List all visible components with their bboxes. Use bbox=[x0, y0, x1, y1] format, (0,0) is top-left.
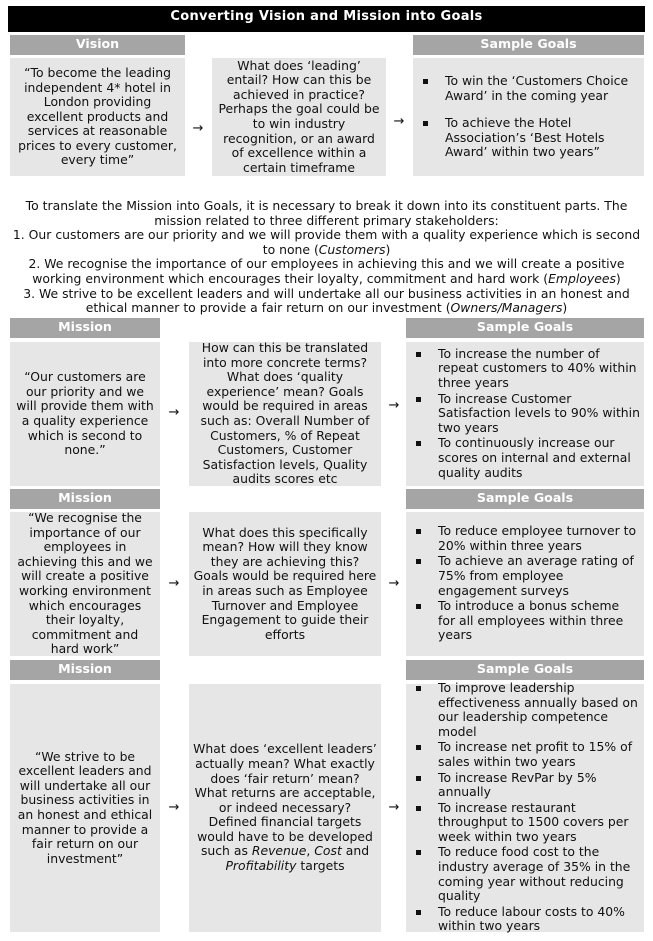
mission-1-statement bbox=[10, 342, 160, 486]
mission-2-goals-list bbox=[414, 524, 640, 644]
intro-point-3: 3. We strive to be excellent leaders and will undertake all our business activities in an honest and ethical manner to provide a fair return on our investment (Owners/Managers) bbox=[23, 285, 630, 316]
mission-1-question bbox=[189, 342, 381, 486]
mission-2-question-text: What does this specifically mean? How will they know they are achieving this? Goals would be required here in areas such as Employee Turnover and Employee Engagement to guide their efforts bbox=[193, 524, 377, 642]
arrow-icon: → bbox=[192, 121, 204, 136]
goal-item: To reduce labour costs to 40% within two years bbox=[414, 905, 640, 934]
intro-text bbox=[8, 199, 645, 316]
goal-item: To reduce food cost to the industry average of 35% in the coming year without reducing quality bbox=[414, 845, 640, 903]
mission-1-goals bbox=[406, 342, 644, 486]
arrow-icon: → bbox=[168, 576, 180, 591]
mission-3-statement-text: “We strive to be excellent leaders and will undertake all our business activities in an honest and ethical manner to provide a fair return on our investment” bbox=[17, 748, 153, 866]
goal-item: To increase net profit to 15% of sales within two years bbox=[414, 740, 640, 769]
vision-statement-text: “To become the leading independent 4* hotel in London providing excellent products and services at reasonable prices to every customer, every time” bbox=[18, 64, 177, 168]
arrow-icon: → bbox=[168, 800, 180, 815]
mission-2-statement-text: “We recognise the importance of our employees in achieving this and we will create a positive working environment which encourages their loyalty, commitment and hard work” bbox=[17, 510, 153, 657]
mission-3-goals bbox=[406, 679, 644, 934]
vision-question bbox=[212, 58, 386, 176]
goal-item: To win the ‘Customers Choice Award’ in the coming year bbox=[421, 74, 640, 103]
mission-2-goals bbox=[406, 512, 644, 656]
page-title: Converting Vision and Mission into Goals bbox=[8, 6, 645, 32]
goal-item: To increase RevPar by 5% annually bbox=[414, 771, 640, 800]
intro-point-1: 1. Our customers are our priority and we will provide them with a quality experience which is second to none (Customers) bbox=[12, 227, 641, 257]
vision-statement bbox=[10, 58, 185, 176]
goal-item: To achieve the Hotel Association’s ‘Best Hotels Award’ within two years” bbox=[421, 116, 640, 160]
vision-question-text: What does ‘leading’ entail? How can this be achieved in practice? Perhaps the goal could be to win industry recognition, or an award of excellence within a certain timeframe bbox=[218, 57, 380, 175]
arrow-icon: → bbox=[393, 114, 405, 129]
mission-2-statement bbox=[10, 512, 160, 656]
mission-2-question bbox=[189, 512, 381, 656]
mission-1-goals-header: Sample Goals bbox=[406, 318, 644, 338]
arrow-icon: → bbox=[168, 405, 180, 420]
vision-header: Vision bbox=[10, 35, 185, 55]
goal-item: To introduce a bonus scheme for all employees within three years bbox=[414, 599, 640, 643]
mission-1-header: Mission bbox=[10, 318, 160, 338]
vision-goals-header: Sample Goals bbox=[413, 35, 644, 55]
mission-3-question bbox=[189, 684, 381, 932]
mission-1-statement-text: “Our customers are our priority and we will provide them with a quality experience which is second to none.” bbox=[16, 369, 154, 458]
mission-2-header: Mission bbox=[10, 489, 160, 509]
goal-item: To continuously increase our scores on internal and external quality audits bbox=[414, 436, 640, 480]
goal-item: To achieve an average rating of 75% from employee engagement surveys bbox=[414, 554, 640, 598]
goal-item: To reduce employee turnover to 20% within three years bbox=[414, 524, 640, 553]
mission-1-goals-list bbox=[414, 347, 640, 481]
vision-goals-list bbox=[421, 74, 640, 160]
mission-1-question-text: How can this be translated into more concrete terms? What does ‘quality experience’ mean? Goals would be required in areas such as: Overall Number of Customers, % of Repeat Customers, Customer Satisfaction levels, Quality audits scores etc bbox=[200, 340, 370, 487]
intro-point-2: 2. We recognise the importance of our employees in achieving this and we will create a positive working environment which encourages their loyalty, commitment and hard work (Employees) bbox=[28, 256, 625, 286]
mission-3-question-text: What does ‘excellent leaders’ actually mean? What exactly does ‘fair return’ mean? What returns are acceptable, or indeed necessary? Defined financial targets would have to be developed such as Revenue, Cost and Profitability targets bbox=[193, 741, 377, 874]
mission-3-statement bbox=[10, 684, 160, 932]
mission-3-header: Mission bbox=[10, 660, 160, 680]
goal-item: To increase restaurant throughput to 1500 covers per week within two years bbox=[414, 801, 640, 845]
mission-3-goals-list bbox=[414, 681, 640, 935]
goal-item: To increase Customer Satisfaction levels to 90% within two years bbox=[414, 392, 640, 436]
vision-goals bbox=[413, 58, 644, 176]
goal-item: To increase the number of repeat customers to 40% within three years bbox=[414, 347, 640, 391]
mission-2-goals-header: Sample Goals bbox=[406, 489, 644, 509]
arrow-icon: → bbox=[388, 800, 400, 815]
goal-item: To improve leadership effectiveness annually based on our leadership competence model bbox=[414, 681, 640, 739]
arrow-icon: → bbox=[388, 398, 400, 413]
intro-lead: To translate the Mission into Goals, it is necessary to break it down into its constituent parts. The mission related to three different primary stakeholders: bbox=[25, 198, 628, 228]
mission-3-goals-header: Sample Goals bbox=[406, 660, 644, 680]
arrow-icon: → bbox=[388, 576, 400, 591]
